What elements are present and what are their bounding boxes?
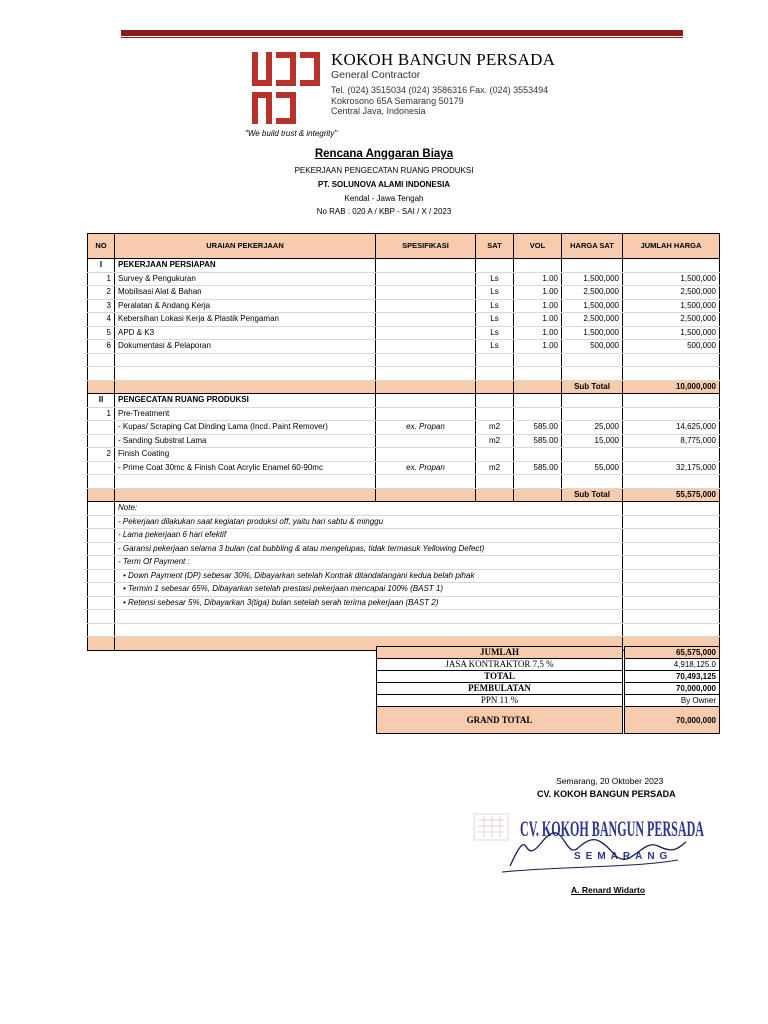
- item-spec: [376, 286, 476, 300]
- item-sat: m2: [476, 421, 514, 435]
- note-text: - Term Of Payment :: [115, 556, 623, 570]
- blank-row: [88, 353, 720, 367]
- item-price: 2,500,000: [562, 286, 623, 300]
- item-vol: 1.00: [514, 272, 562, 286]
- table-row: [88, 461, 720, 475]
- item-vol: 1.00: [514, 313, 562, 327]
- subtotal-value: 10,000,000: [623, 380, 720, 394]
- note-text: - Garansi pekerjaan selama 3 bulan (cat bubbling & atau mengelupas, tidak termasuk Yellowing Defect): [115, 542, 623, 556]
- item-price: 1,500,000: [562, 299, 623, 313]
- item-no: 1: [88, 272, 115, 286]
- company-logo: [250, 48, 322, 128]
- item-sat: Ls: [476, 272, 514, 286]
- subtotal-row: [88, 380, 720, 394]
- company-tagline: "We build trust & integrity": [245, 129, 338, 138]
- company-subtitle: General Contractor: [331, 69, 421, 81]
- note-row: [88, 502, 720, 516]
- section-no: I: [88, 259, 115, 273]
- address-line: Tel. (024) 3515034 (024) 3586316 Fax. (024) 3553494: [331, 85, 549, 95]
- item-sat: m2: [476, 461, 514, 475]
- item-no: 5: [88, 326, 115, 340]
- item-total: 2,500,000: [623, 313, 720, 327]
- item-spec: [376, 313, 476, 327]
- note-text: • Retensi sebesar 5%, Dibayarkan 3(tiga) bulan setelah serah terima pekerjaan (BAST 2): [115, 596, 623, 610]
- subtotal-label: Sub Total: [562, 380, 623, 394]
- item-total: 1,500,000: [623, 272, 720, 286]
- item-vol: 1.00: [514, 326, 562, 340]
- place-date: Semarang, 20 Oktober 2023: [556, 776, 664, 786]
- item-spec: [376, 434, 476, 448]
- note-row: [88, 569, 720, 583]
- address-line: Central Java, Indonesia: [331, 106, 426, 116]
- summary-label: TOTAL: [377, 671, 623, 683]
- section-title: PENGECATAN RUANG PRODUKSI: [115, 394, 376, 408]
- summary-row-pembulatan: [377, 683, 720, 695]
- item-no: 2: [88, 286, 115, 300]
- table-header: [88, 234, 720, 259]
- address-line: Kokrosono 65A Semarang 50179: [331, 95, 464, 106]
- summary-value: 4,918,125.0: [625, 659, 720, 671]
- section-row: [88, 259, 720, 273]
- item-spec: [376, 299, 476, 313]
- table-row: [88, 326, 720, 340]
- note-text: • Termin 1 sebesar 65%, Dibayarkan setelah prestasi pekerjaan mencapai 100% (BAST 1): [115, 583, 623, 597]
- note-text: • Down Payment (DP) sebesar 30%, Dibayarkan setelah Kontrak ditandatangani kedua belah pihak: [115, 569, 623, 583]
- summary-row-total: [377, 671, 720, 683]
- summary-label: GRAND TOTAL: [377, 707, 623, 734]
- table-row: [88, 299, 720, 313]
- item-desc: Peralatan & Andang Kerja: [115, 299, 376, 313]
- item-no: 4: [88, 313, 115, 327]
- item-no: 6: [88, 340, 115, 354]
- col-header-harga-sat: HARGA SAT: [562, 234, 623, 259]
- summary-row-jasa: [377, 659, 720, 671]
- col-header-uraian: URAIAN PEKERJAAN: [115, 234, 376, 259]
- item-price: 1,500,000: [562, 272, 623, 286]
- summary-label: PPN 11 %: [377, 695, 623, 707]
- signer-name: A. Renard Widarto: [571, 885, 646, 895]
- col-header-sat: SAT: [476, 234, 514, 259]
- item-sat: Ls: [476, 326, 514, 340]
- note-row: [88, 515, 720, 529]
- summary-row-ppn: [377, 695, 720, 707]
- summary-row-grand-total: [377, 707, 720, 734]
- item-sat: m2: [476, 434, 514, 448]
- item-total: 8,775,000: [623, 434, 720, 448]
- note-row: [88, 529, 720, 543]
- client-name: PT. SOLUNOVA ALAMI INDONESIA: [317, 180, 451, 189]
- item-spec: [376, 340, 476, 354]
- blank-row: [88, 367, 720, 381]
- item-price: 500,000: [562, 340, 623, 354]
- section-title: PEKERJAAN PERSIAPAN: [115, 259, 376, 273]
- note-text: - Pekerjaan dilakukan saat kegiatan produksi off, yaitu hari sabtu & minggu: [115, 515, 623, 529]
- item-total: 500,000: [623, 340, 720, 354]
- group-title: Pre-Treatment: [115, 407, 376, 421]
- item-vol: 1.00: [514, 340, 562, 354]
- item-sat: Ls: [476, 286, 514, 300]
- col-header-no: NO: [88, 234, 115, 259]
- item-vol: 585.00: [514, 434, 562, 448]
- item-sat: Ls: [476, 313, 514, 327]
- item-desc: Mobilisasi Alat & Bahan: [115, 286, 376, 300]
- table-row: [88, 286, 720, 300]
- document-title: Rencana Anggaran Biaya: [314, 148, 454, 160]
- signature-company: CV. KOKOH BANGUN PERSADA: [537, 789, 676, 799]
- summary-value: 65,575,000: [625, 647, 720, 659]
- item-spec: [376, 272, 476, 286]
- stamp-city: SEMARANG: [574, 851, 673, 862]
- item-sat: Ls: [476, 299, 514, 313]
- blank-row: [88, 610, 720, 624]
- item-desc: Kebersihan Lokasi Kerja & Plastik Pengaman: [115, 313, 376, 327]
- item-desc: - Kupas/ Scraping Cat Dinding Lama (Incd. Paint Remover): [115, 421, 376, 435]
- item-desc: Survey & Pengukuran: [115, 272, 376, 286]
- budget-table: [87, 233, 720, 651]
- table-row: [88, 272, 720, 286]
- summary-label: PEMBULATAN: [377, 683, 623, 695]
- item-price: 1,500,000: [562, 326, 623, 340]
- header-rule: [121, 30, 683, 36]
- group-no: 2: [88, 448, 115, 462]
- subtotal-row: [88, 488, 720, 502]
- section-no: II: [88, 394, 115, 408]
- subtotal-label: Sub Total: [562, 488, 623, 502]
- summary-table: [376, 646, 720, 734]
- col-header-spesifikasi: SPESIFIKASI: [376, 234, 476, 259]
- item-total: 1,500,000: [623, 299, 720, 313]
- note-row: [88, 542, 720, 556]
- item-spec: ex. Propan: [376, 421, 476, 435]
- table-row: [88, 434, 720, 448]
- note-text: Note:: [115, 502, 623, 516]
- project-name: PEKERJAAN PENGECATAN RUANG PRODUKSI: [294, 166, 474, 175]
- item-price: 55,000: [562, 461, 623, 475]
- project-location: Kendal - Jawa Tengah: [344, 194, 424, 203]
- item-price: 25,000: [562, 421, 623, 435]
- item-price: 2,500,000: [562, 313, 623, 327]
- item-desc: - Sanding Substrat Lama: [115, 434, 376, 448]
- item-vol: 585.00: [514, 461, 562, 475]
- summary-value: 70,000,000: [625, 683, 720, 695]
- blank-row: [88, 623, 720, 637]
- note-row: [88, 583, 720, 597]
- summary-value: 70,000,000: [625, 707, 720, 734]
- col-header-jumlah-harga: JUMLAH HARGA: [623, 234, 720, 259]
- group-row: [88, 448, 720, 462]
- subtotal-value: 55,575,000: [623, 488, 720, 502]
- item-sat: Ls: [476, 340, 514, 354]
- table-row: [88, 421, 720, 435]
- item-desc: Dokumentasi & Pelaporan: [115, 340, 376, 354]
- company-address: [331, 85, 548, 117]
- rab-number: No RAB : 020 A / KBP - SAI / X / 2023: [316, 207, 452, 216]
- item-price: 15,000: [562, 434, 623, 448]
- item-spec: ex. Propan: [376, 461, 476, 475]
- item-vol: 585.00: [514, 421, 562, 435]
- item-total: 14,625,000: [623, 421, 720, 435]
- group-row: [88, 407, 720, 421]
- item-no: 3: [88, 299, 115, 313]
- group-title: Finish Coating: [115, 448, 376, 462]
- item-desc: APD & K3: [115, 326, 376, 340]
- company-name: KOKOH BANGUN PERSADA: [331, 50, 556, 69]
- col-header-vol: VOL: [514, 234, 562, 259]
- company-stamp: [472, 808, 710, 878]
- summary-value: By Owner: [625, 695, 720, 707]
- summary-row-jumlah: [377, 647, 720, 659]
- note-text: - Lama pekerjaan 6 hari efektif: [115, 529, 623, 543]
- table-row: [88, 313, 720, 327]
- group-no: 1: [88, 407, 115, 421]
- item-vol: 1.00: [514, 286, 562, 300]
- item-total: 32,175,000: [623, 461, 720, 475]
- summary-value: 70,493,125: [625, 671, 720, 683]
- stamp-text: CV. KOKOH BANGUN PERSADA: [520, 816, 705, 841]
- item-spec: [376, 326, 476, 340]
- item-desc: - Prime Coat 30mc & Finish Coat Acrylic Enamel 60-90mc: [115, 461, 376, 475]
- item-total: 2,500,000: [623, 286, 720, 300]
- summary-label: JUMLAH: [377, 647, 623, 659]
- summary-label: JASA KONTRAKTOR 7,5 %: [377, 659, 623, 671]
- section-row: [88, 394, 720, 408]
- note-row: [88, 556, 720, 570]
- item-total: 1,500,000: [623, 326, 720, 340]
- note-row: [88, 596, 720, 610]
- blank-row: [88, 475, 720, 489]
- header-rule-thin: [121, 37, 683, 38]
- table-row: [88, 340, 720, 354]
- item-vol: 1.00: [514, 299, 562, 313]
